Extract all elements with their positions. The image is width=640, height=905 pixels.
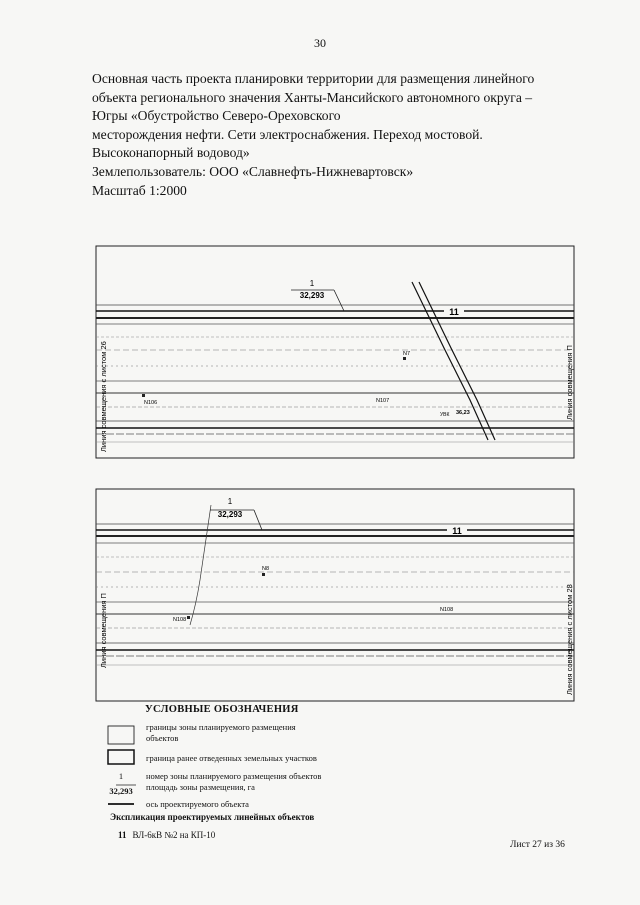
zone-area: 32,293 bbox=[217, 510, 243, 519]
point-marker bbox=[262, 573, 265, 576]
zone-area: 32,293 bbox=[299, 291, 325, 300]
legend-zone-area: 32,293 bbox=[109, 786, 133, 796]
zone-number: 1 bbox=[227, 497, 233, 506]
legend-text-line: площадь зоны размещения, га bbox=[146, 781, 255, 792]
title-line: Масштаб 1:2000 bbox=[92, 182, 187, 198]
title-line: месторождения нефти. Сети электроснабжения. Переход мостовой. bbox=[92, 126, 483, 142]
explication-row-number: 11 bbox=[118, 830, 127, 840]
map-top-frame bbox=[96, 246, 574, 458]
point-label: 36,23 bbox=[456, 410, 470, 416]
zone-number: 1 bbox=[309, 279, 315, 288]
map-bottom bbox=[96, 489, 574, 701]
legend-item-zone-boundary bbox=[146, 722, 296, 743]
point-label: N106 bbox=[144, 400, 158, 406]
point-marker bbox=[403, 357, 406, 360]
left-match-line-label: Линия совмещения П bbox=[99, 593, 108, 668]
legend-item-axis bbox=[146, 799, 249, 810]
point-label: N107 bbox=[376, 398, 390, 404]
page-number: 30 bbox=[314, 36, 326, 50]
zone-boundary-symbol bbox=[108, 726, 134, 744]
map-bottom-frame bbox=[96, 489, 574, 701]
legend-item-allotted-boundary bbox=[146, 753, 317, 764]
object-number: 11 bbox=[449, 307, 459, 317]
allotted-boundary-symbol bbox=[108, 750, 134, 764]
title-line: Высоконапорный водовод» bbox=[92, 145, 250, 161]
explication-row bbox=[118, 830, 215, 840]
crossing-line bbox=[419, 282, 495, 440]
point-label: N7 bbox=[403, 351, 411, 357]
right-match-line-label: Линия совмещения П bbox=[565, 345, 574, 420]
object-number: 11 bbox=[452, 526, 462, 536]
crossing-line bbox=[412, 282, 488, 440]
point-marker bbox=[142, 394, 145, 397]
point-label: N108 bbox=[173, 617, 187, 623]
title-line: Основная часть проекта планировки территории для размещения линейного bbox=[92, 71, 535, 86]
legend-zone-number: 1 bbox=[118, 771, 124, 781]
map-top bbox=[96, 246, 574, 458]
explication-row-text: ВЛ-6кВ №2 на КП-10 bbox=[132, 830, 216, 840]
zone-leader bbox=[334, 290, 344, 311]
zone-leader bbox=[254, 510, 262, 530]
title-line: объекта регионального значения Ханты-Мансийского автономного округа – bbox=[92, 89, 533, 105]
title-line: Землепользователь: ООО «Славнефть-Нижневартовск» bbox=[92, 163, 414, 179]
legend-text-line: объектов bbox=[146, 732, 179, 743]
legend-title: УСЛОВНЫЕ ОБОЗНАЧЕНИЯ bbox=[145, 704, 299, 715]
point-marker bbox=[187, 616, 190, 619]
legend-item-zone-number bbox=[146, 771, 321, 792]
title-line: Югры «Обустройство Северо-Ореховского bbox=[92, 108, 341, 124]
point-label: УВК bbox=[440, 412, 450, 418]
curve-line bbox=[190, 505, 211, 625]
right-match-line-label: Линия совмещения с листом 28 bbox=[565, 584, 574, 695]
point-label: N8 bbox=[262, 566, 270, 572]
sheet-label: Лист 27 из 36 bbox=[510, 840, 565, 850]
explication-title: Экспликация проектируемых линейных объектов bbox=[110, 812, 315, 822]
legend-text-line: номер зоны планируемого размещения объектов bbox=[146, 771, 322, 781]
legend-text-line: границы зоны планируемого размещения bbox=[146, 722, 296, 732]
left-match-line-label: Линия совмещения с листом 26 bbox=[99, 341, 108, 452]
legend-text-line: граница ранее отведенных земельных участков bbox=[146, 753, 317, 763]
point-label: N108 bbox=[440, 607, 454, 613]
legend-text-line: ось проектируемого объекта bbox=[146, 799, 249, 809]
